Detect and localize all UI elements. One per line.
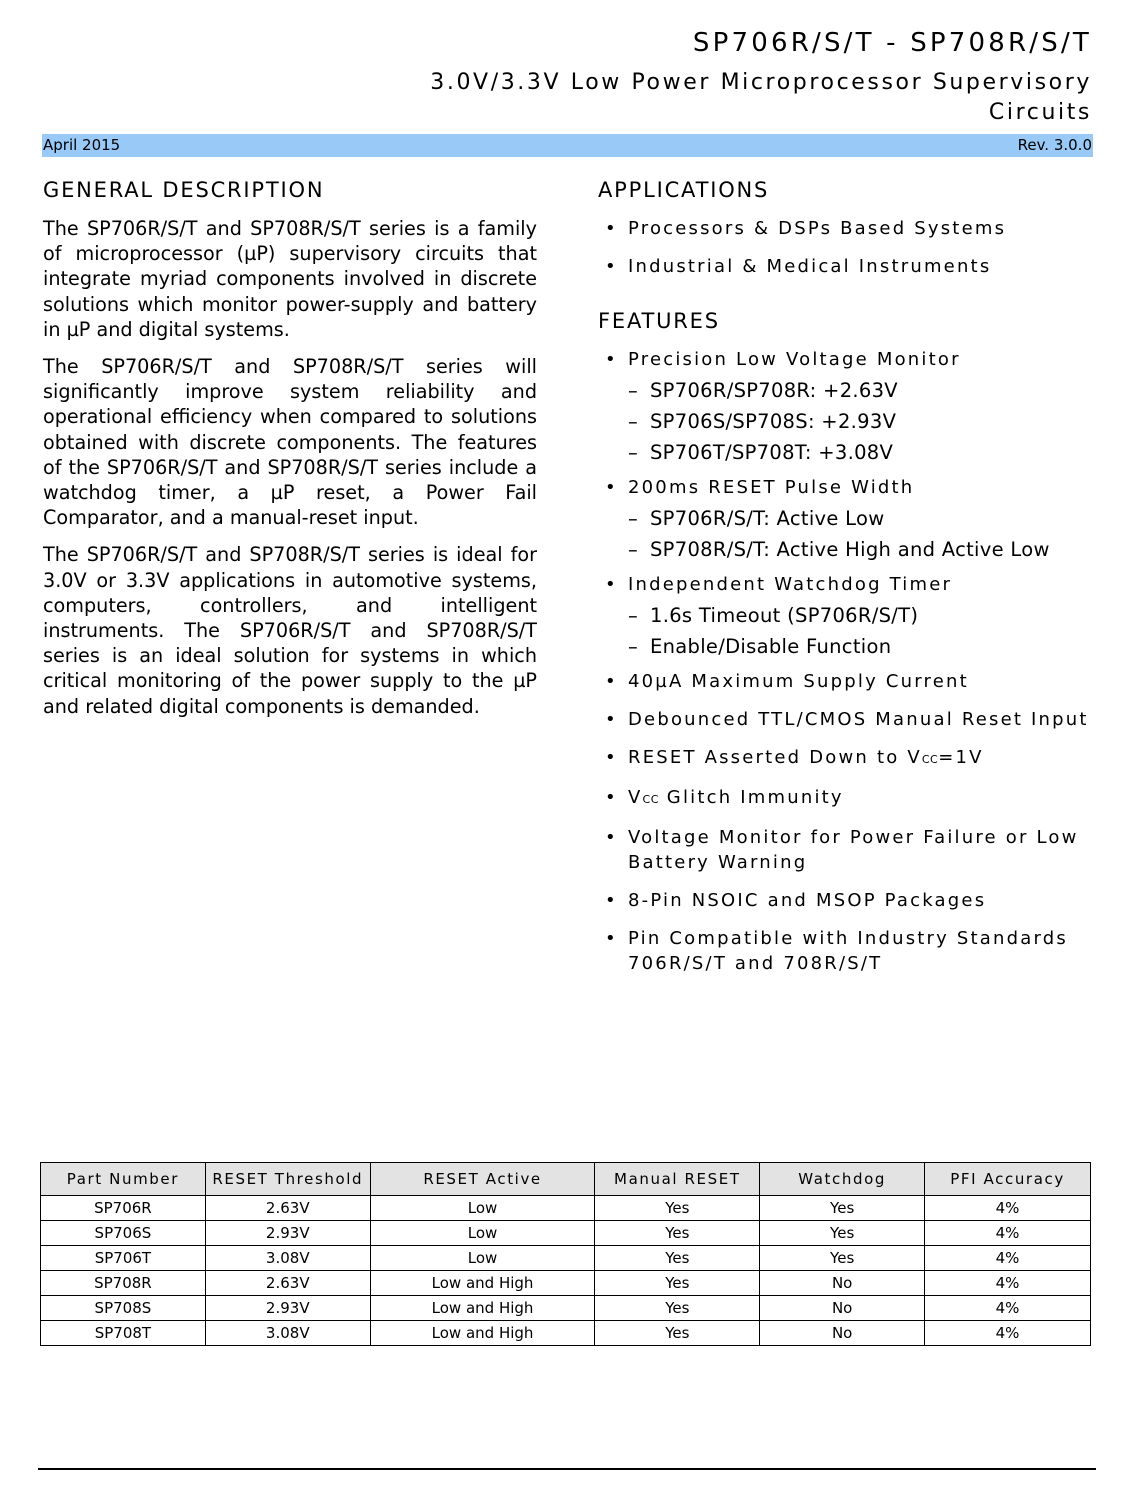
table-cell: SP706T xyxy=(41,1246,206,1271)
date-revision-band xyxy=(42,134,1093,157)
column-header: RESET Active xyxy=(370,1163,595,1196)
table-cell: No xyxy=(760,1296,925,1321)
feature-text: Precision Low Voltage Monitor xyxy=(628,349,961,370)
list-item xyxy=(598,825,1098,875)
column-header: RESET Threshold xyxy=(205,1163,370,1196)
table-cell: Low xyxy=(370,1196,595,1221)
list-item xyxy=(598,745,1098,772)
table-cell: Yes xyxy=(595,1196,760,1221)
list-item xyxy=(598,572,1098,662)
table-cell: 2.93V xyxy=(205,1296,370,1321)
bullet-icon: • xyxy=(605,709,616,730)
sub-feature-text: SP706R/S/T: Active Low xyxy=(650,507,885,530)
list-item xyxy=(598,216,1098,241)
sub-list xyxy=(628,375,1098,468)
bullet-icon: • xyxy=(605,349,616,370)
sub-list-item xyxy=(628,534,1098,565)
table-cell: 3.08V xyxy=(205,1246,370,1271)
application-text: Processors & DSPs Based Systems xyxy=(628,218,1007,239)
feature-text: 40µA Maximum Supply Current xyxy=(628,671,969,692)
sub-feature-text: SP708R/S/T: Active High and Active Low xyxy=(650,538,1050,561)
table-row xyxy=(41,1321,1091,1346)
dash-icon: – xyxy=(628,410,638,433)
issue-date: April 2015 xyxy=(43,136,121,154)
bullet-icon: • xyxy=(605,787,616,808)
bullet-icon: • xyxy=(605,256,616,277)
feature-text: 8-Pin NSOIC and MSOP Packages xyxy=(628,890,987,911)
table-cell: SP706S xyxy=(41,1221,206,1246)
feature-text: Debounced TTL/CMOS Manual Reset Input xyxy=(628,709,1089,730)
feature-text: V xyxy=(628,787,643,808)
list-item xyxy=(598,926,1098,976)
table-cell: Yes xyxy=(595,1271,760,1296)
list-item xyxy=(598,707,1098,732)
applications-heading: APPLICATIONS xyxy=(598,178,770,202)
bullet-icon: • xyxy=(605,477,616,498)
table-cell: No xyxy=(760,1271,925,1296)
dash-icon: – xyxy=(628,441,638,464)
table-cell: Yes xyxy=(595,1296,760,1321)
table-row xyxy=(41,1271,1091,1296)
table-cell: Yes xyxy=(595,1221,760,1246)
features-list xyxy=(598,347,1098,976)
table-cell: 4% xyxy=(925,1221,1091,1246)
sub-feature-text: Enable/Disable Function xyxy=(650,635,892,658)
list-item xyxy=(598,669,1098,694)
column-header: Watchdog xyxy=(760,1163,925,1196)
feature-text: Pin Compatible with Industry Standards 706R/S/T and 708R/S/T xyxy=(628,928,1068,974)
dash-icon: – xyxy=(628,379,638,402)
table-cell: No xyxy=(760,1321,925,1346)
table-cell: 2.93V xyxy=(205,1221,370,1246)
table-cell: Yes xyxy=(595,1321,760,1346)
table-cell: 2.63V xyxy=(205,1271,370,1296)
footer-divider xyxy=(38,1468,1096,1470)
application-text: Industrial & Medical Instruments xyxy=(628,256,992,277)
bullet-icon: • xyxy=(605,218,616,239)
bullet-icon: • xyxy=(605,890,616,911)
right-column xyxy=(598,178,1098,989)
table-cell: 4% xyxy=(925,1246,1091,1271)
column-header: Part Number xyxy=(41,1163,206,1196)
table-cell: 4% xyxy=(925,1321,1091,1346)
subscript-text: CC xyxy=(642,793,659,806)
revision-number: Rev. 3.0.0 xyxy=(1017,136,1092,154)
feature-text: =1V xyxy=(938,747,984,768)
table-cell: Low xyxy=(370,1221,595,1246)
feature-text: 200ms RESET Pulse Width xyxy=(628,477,915,498)
table-cell: 4% xyxy=(925,1196,1091,1221)
description-paragraph: The SP706R/S/T and SP708R/S/T series is ideal for 3.0V or 3.3V applications in automotive systems, computers, controllers, and intelligent instruments. The SP706R/S/T and SP708R/S/T series is an ideal solution for systems in which critical monitoring of the power supply to the µP and related digital components is demanded. xyxy=(43,543,537,718)
sub-list-item xyxy=(628,406,1098,437)
column-header: PFI Accuracy xyxy=(925,1163,1091,1196)
table-cell: SP708S xyxy=(41,1296,206,1321)
feature-text: Voltage Monitor for Power Failure or Low Battery Warning xyxy=(628,827,1079,873)
applications-list xyxy=(598,216,1098,279)
table-cell: Yes xyxy=(760,1221,925,1246)
dash-icon: – xyxy=(628,635,638,658)
part-selection-table xyxy=(40,1162,1091,1346)
sub-list xyxy=(628,503,1098,565)
table-cell: Yes xyxy=(760,1246,925,1271)
table-cell: 3.08V xyxy=(205,1321,370,1346)
column-header: Manual RESET xyxy=(595,1163,760,1196)
list-item xyxy=(598,785,1098,812)
table-cell: 4% xyxy=(925,1271,1091,1296)
table-cell: 4% xyxy=(925,1296,1091,1321)
bullet-icon: • xyxy=(605,827,616,848)
sub-list-item xyxy=(628,600,1098,631)
document-title: SP706R/S/T - SP708R/S/T xyxy=(692,28,1092,58)
list-item xyxy=(598,347,1098,468)
table-row xyxy=(41,1221,1091,1246)
table-cell: SP708R xyxy=(41,1271,206,1296)
table-cell: Low and High xyxy=(370,1321,595,1346)
description-paragraph: The SP706R/S/T and SP708R/S/T series is a family of microprocessor (µP) supervisory circuits that integrate myriad components involved in discrete solutions which monitor power-supply and battery in µP and digital systems. xyxy=(43,217,537,341)
table-cell: 2.63V xyxy=(205,1196,370,1221)
bullet-icon: • xyxy=(605,574,616,595)
list-item xyxy=(598,475,1098,565)
sub-list-item xyxy=(628,437,1098,468)
table-cell: Low and High xyxy=(370,1296,595,1321)
general-description-section xyxy=(43,178,537,731)
list-item xyxy=(598,254,1098,279)
table-cell: Low and High xyxy=(370,1271,595,1296)
bullet-icon: • xyxy=(605,928,616,949)
table-row xyxy=(41,1296,1091,1321)
sub-list-item xyxy=(628,503,1098,534)
sub-feature-text: SP706R/SP708R: +2.63V xyxy=(650,379,898,402)
sub-feature-text: SP706S/SP708S: +2.93V xyxy=(650,410,897,433)
feature-text: RESET Asserted Down to V xyxy=(628,747,922,768)
table-row xyxy=(41,1196,1091,1221)
bullet-icon: • xyxy=(605,747,616,768)
features-heading: FEATURES xyxy=(598,309,720,333)
sub-list-item xyxy=(628,375,1098,406)
document-subtitle: 3.0V/3.3V Low Power Microprocessor Supervisory Circuits xyxy=(430,70,1092,125)
table-cell: SP706R xyxy=(41,1196,206,1221)
feature-text: Independent Watchdog Timer xyxy=(628,574,953,595)
dash-icon: – xyxy=(628,604,638,627)
sub-list xyxy=(628,600,1098,662)
dash-icon: – xyxy=(628,538,638,561)
sub-list-item xyxy=(628,631,1098,662)
description-paragraph: The SP706R/S/T and SP708R/S/T series will significantly improve system reliability and operational efficiency when compared to solutions obtained with discrete components. The features of the SP706R/S/T and SP708R/S/T series include a watchdog timer, a µP reset, a Power Fail Comparator, and a manual-reset input. xyxy=(43,355,537,530)
feature-text: Glitch Immunity xyxy=(658,787,844,808)
table-row xyxy=(41,1246,1091,1271)
sub-feature-text: SP706T/SP708T: +3.08V xyxy=(650,441,894,464)
table-cell: Yes xyxy=(760,1196,925,1221)
sub-feature-text: 1.6s Timeout (SP706R/S/T) xyxy=(650,604,919,627)
list-item xyxy=(598,888,1098,913)
table-header-row xyxy=(41,1163,1091,1196)
table-cell: SP708T xyxy=(41,1321,206,1346)
table-cell: Low xyxy=(370,1246,595,1271)
subscript-text: CC xyxy=(921,753,939,766)
general-description-heading: GENERAL DESCRIPTION xyxy=(43,178,325,202)
table-cell: Yes xyxy=(595,1246,760,1271)
bullet-icon: • xyxy=(605,671,616,692)
dash-icon: – xyxy=(628,507,638,530)
